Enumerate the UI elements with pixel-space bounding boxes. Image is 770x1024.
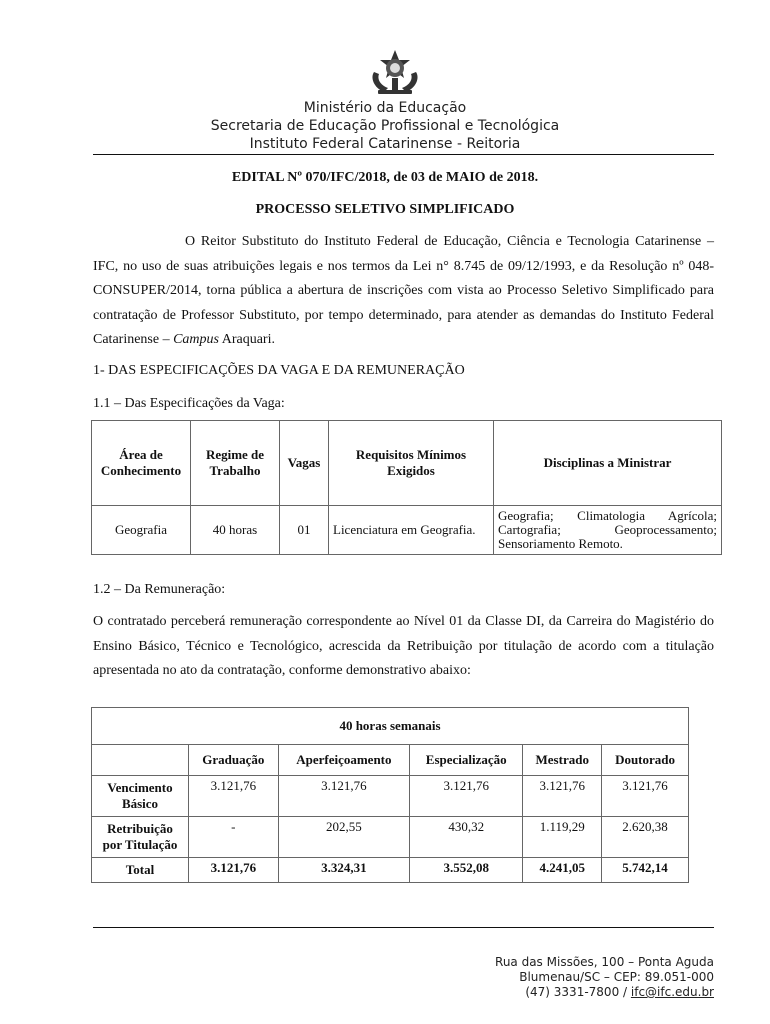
campus-label: Campus: [173, 332, 219, 347]
header-aperfeicoamento: Aperfeiçoamento: [278, 745, 409, 776]
table-cell: 3.121,76: [189, 858, 279, 883]
header-area: Área de Conhecimento: [92, 421, 191, 506]
section-1-1-heading: 1.1 – Das Especificações da Vaga:: [93, 396, 285, 411]
secretariat-name: Secretaria de Educação Profissional e Tecnológica: [210, 118, 560, 134]
cell-area: Geografia: [92, 506, 191, 555]
table-cell: 3.121,76: [410, 776, 523, 817]
table-row: [92, 858, 689, 883]
footer-phone: (47) 3331-7800 /: [525, 985, 628, 999]
table-cell: 3.121,76: [602, 776, 689, 817]
table-row: [92, 776, 689, 817]
intro-paragraph: [93, 230, 714, 353]
header-especializacao: Especialização: [410, 745, 523, 776]
table-cell: 3.121,76: [523, 776, 602, 817]
header-regime: Regime de Trabalho: [191, 421, 280, 506]
header-doutorado: Doutorado: [602, 745, 689, 776]
footer-address: Rua das Missões, 100 – Ponta Aguda: [495, 955, 714, 969]
table-cell: 3.121,76: [278, 776, 409, 817]
section-1-2-heading: 1.2 – Da Remuneração:: [93, 582, 226, 597]
vacancy-header-row: [92, 421, 722, 506]
salary-caption: 40 horas semanais: [92, 708, 689, 745]
table-cell: 1.119,29: [523, 817, 602, 858]
row-label: Vencimento Básico: [92, 776, 189, 817]
header-requisitos: Requisitos Mínimos Exigidos: [329, 421, 494, 506]
row-label: Total: [92, 858, 189, 883]
table-cell: 4.241,05: [523, 858, 602, 883]
table-row: [92, 817, 689, 858]
intro-text: O Reitor Substituto do Instituto Federal de Educação, Ciência e Tecnologia Catarinense – IFC, no uso de suas atribuições legais e nos termos da Lei n° 8.745 de 09/12/1993, e da Resolução nº 048-CONSUPER/2014, torna pública a abertura de inscrições com vista ao Processo Seletivo Simplificado para contratação de Professor Substituto, por tempo determinado, para atender as demandas do Instituto Federal Catarinense –: [93, 234, 714, 347]
footer-contact: [495, 985, 714, 1000]
table-cell: 3.324,31: [278, 858, 409, 883]
table-cell: 2.620,38: [602, 817, 689, 858]
table-cell: 5.742,14: [602, 858, 689, 883]
table-cell: 202,55: [278, 817, 409, 858]
header-mestrado: Mestrado: [523, 745, 602, 776]
header-vagas: Vagas: [280, 421, 329, 506]
salary-caption-row: [92, 708, 689, 745]
cell-requisitos: Licenciatura em Geografia.: [329, 506, 494, 555]
cell-vagas: 01: [280, 506, 329, 555]
header-graduacao: Graduação: [189, 745, 279, 776]
institute-name: Instituto Federal Catarinense - Reitoria: [249, 136, 521, 152]
salary-header-row: [92, 745, 689, 776]
row-label: Retribuição por Titulação: [92, 817, 189, 858]
header-disciplinas: Disciplinas a Ministrar: [494, 421, 722, 506]
table-row: [92, 506, 722, 555]
header-empty: [92, 745, 189, 776]
ministry-name: Ministério da Educação: [303, 100, 467, 116]
footer-address-block: [495, 955, 714, 1000]
table-cell: 3.552,08: [410, 858, 523, 883]
cell-regime: 40 horas: [191, 506, 280, 555]
vacancy-table: [91, 420, 722, 555]
brazil-coat-of-arms-icon: [366, 48, 424, 100]
salary-table: [91, 707, 689, 883]
cell-disciplinas: Geografia; Climatologia Agrícola; Cartografia; Geoprocessamento; Sensoriamento Remoto.: [494, 506, 722, 555]
table-cell: -: [189, 817, 279, 858]
process-title: PROCESSO SELETIVO SIMPLIFICADO: [255, 202, 515, 217]
campus-name: Araquari.: [221, 332, 275, 347]
table-cell: 430,32: [410, 817, 523, 858]
footer-city: Blumenau/SC – CEP: 89.051-000: [519, 970, 714, 984]
remuneration-paragraph: O contratado perceberá remuneração correspondente ao Nível 01 da Classe DI, da Carreira do Magistério do Ensino Básico, Técnico e Tecnológico, acrescida da Retribuição por titulação de acordo com a titulação apresentada no ato da contratação, conforme demonstrativo abaixo:: [93, 614, 714, 678]
section-1-heading: 1- DAS ESPECIFICAÇÕES DA VAGA E DA REMUNERAÇÃO: [93, 363, 465, 378]
header-divider: [93, 154, 714, 155]
table-cell: 3.121,76: [189, 776, 279, 817]
footer-divider: [93, 927, 714, 928]
edital-title: EDITAL Nº 070/IFC/2018, de 03 de MAIO de 2018.: [231, 170, 539, 185]
footer-email-link[interactable]: ifc@ifc.edu.br: [630, 985, 714, 999]
